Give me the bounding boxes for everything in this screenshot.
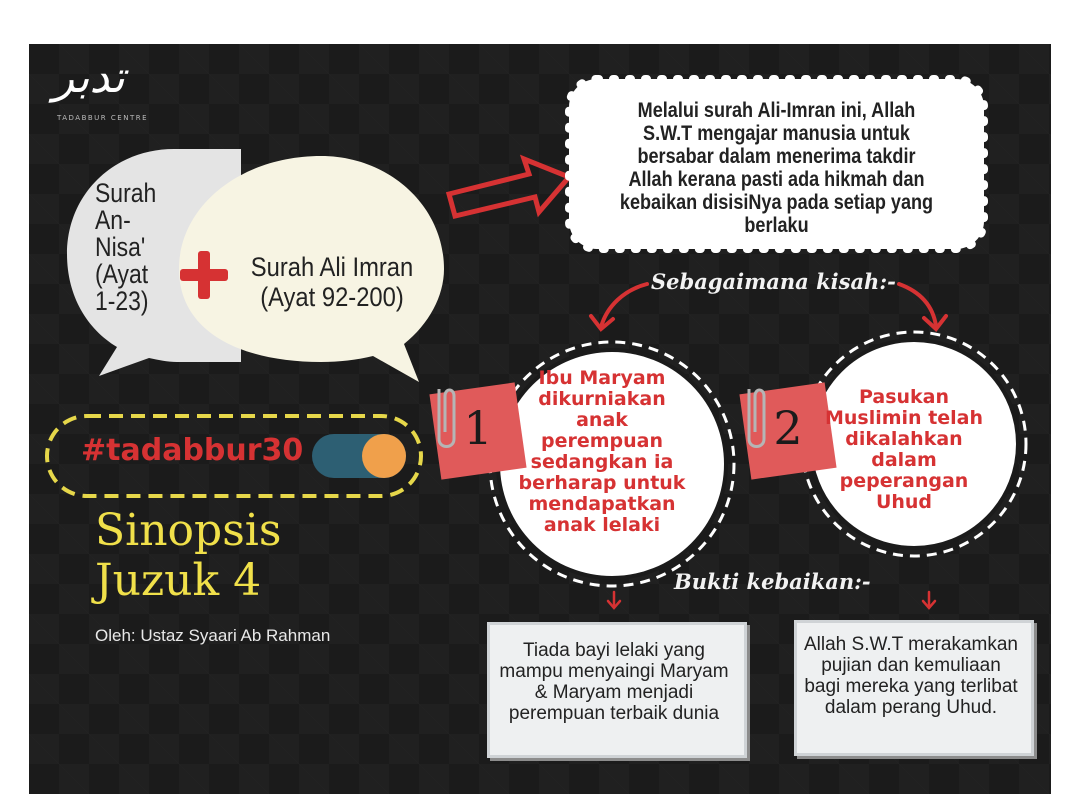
top-message-text: Melalui surah Ali-Imran ini, Allah S.W.T mengajar manusia untuk bersabar dalam menerima takdir Allah kerana pasti ada hikmah dan kebaikan disisiNya pada setiap yang berlaku	[619, 99, 934, 237]
bubble-left-text: Surah An-Nisa' (Ayat 1-23)	[95, 178, 157, 316]
author-text: Oleh: Ustaz Syaari Ab Rahman	[95, 626, 331, 645]
kisah-label: Sebagaimana kisah:-	[651, 269, 896, 294]
proof-2-text: Allah S.W.T merakamkan pujian dan kemuliaan bagi mereka yang terlibat dalam perang Uhud.	[804, 634, 1019, 718]
title-line-1: Sinopsis	[95, 505, 282, 556]
page-title	[95, 506, 281, 606]
outline-arrow-right-icon	[449, 159, 569, 216]
story-1-text: Ibu Maryam dikurniakan anak perempuan sedangkan ia berharap untuk mendapatkan anak lelaki	[518, 367, 686, 536]
toggle-switch-icon	[312, 434, 406, 478]
bukti-label: Bukti kebaikan:-	[674, 569, 871, 594]
story-2-text: Pasukan Muslimin telah dikalahkan dalam peperangan Uhud	[824, 386, 984, 513]
hashtag-text: #tadabbur30	[81, 433, 304, 468]
bubble-right-line1: Surah Ali Imran	[250, 252, 414, 282]
bubble-right-text	[248, 252, 415, 312]
proof-1-text: Tiada bayi lelaki yang mampu menyaingi Maryam & Maryam menjadi perempuan terbaik dunia	[499, 640, 729, 724]
title-line-2: Juzuk 4	[95, 555, 262, 606]
story-2-number: 2	[773, 401, 803, 455]
down-arrow-icon	[608, 592, 935, 608]
logo-subtitle: TADABBUR CENTRE	[57, 114, 149, 122]
logo-arabic: تدبر	[53, 52, 125, 103]
infographic-poster	[29, 44, 1051, 794]
bubble-right-line2: (Ayat 92-200)	[260, 282, 404, 312]
story-1-number: 1	[463, 401, 493, 455]
